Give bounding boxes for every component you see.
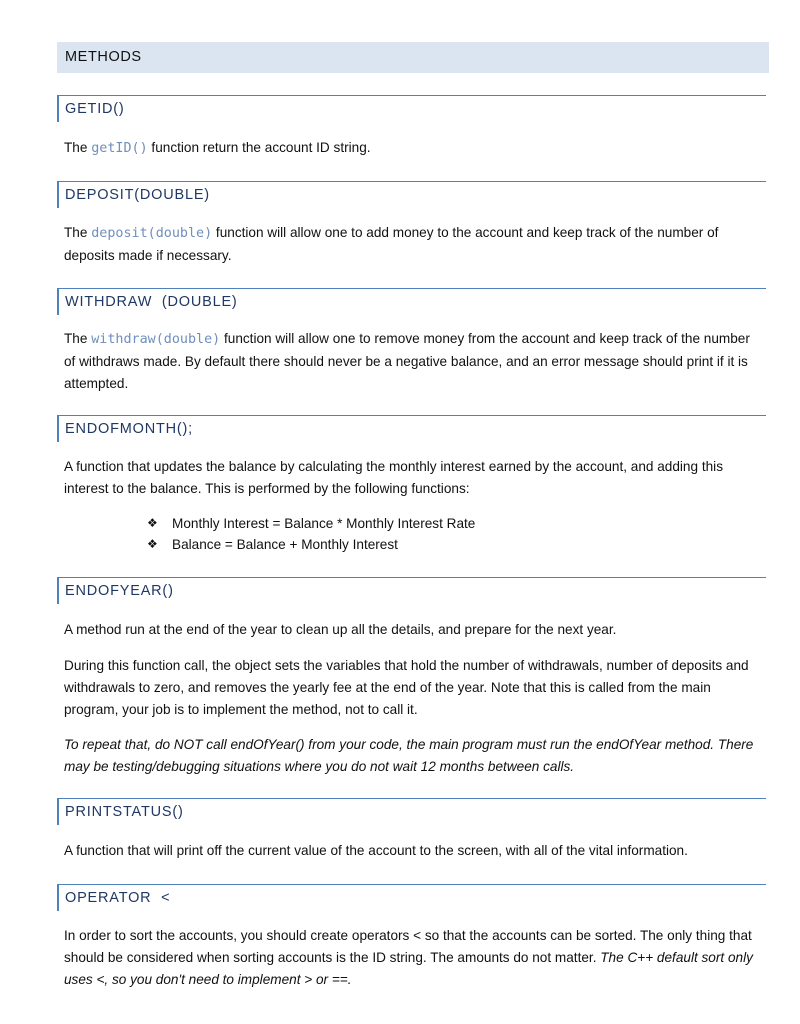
section-heading-operator: OPERATOR < — [57, 884, 766, 911]
deposit-description: The deposit(double) function will allow one to add money to the account and keep track of the number of deposits made if necessary. — [64, 225, 719, 263]
diamond-bullet-icon: ❖ — [147, 537, 158, 551]
endofyear-description: A method run at the end of the year to clean up all the details, and prepare for the next year. — [64, 622, 617, 637]
operator-note: The C++ default sort only uses <, so you don't need to implement > or ==. — [64, 950, 753, 987]
printstatus-description: A function that will print off the current value of the account to the screen, with all of the vital information. — [64, 843, 688, 858]
deposit-code: deposit(double) — [91, 226, 213, 241]
endofyear-details: During this function call, the object sets the variables that hold the number of withdrawals, number of deposits and withdrawals to zero, and removes the yearly fee at the end of the year. Note that this is called from the main program, your job is to implement the method, not to call it. — [64, 658, 749, 717]
list-item: ❖ Monthly Interest = Balance * Monthly Interest Rate — [147, 513, 475, 534]
endofyear-warning: To repeat that, do NOT call endOfYear() from your code, the main program must run the endOfYear method. There may be testing/debugging situations where you do not wait 12 months between calls. — [64, 737, 754, 774]
section-heading-withdraw: WITHDRAW (DOUBLE) — [57, 288, 766, 315]
endofmonth-description: A function that updates the balance by calculating the monthly interest earned by the account, and adding this interest to the balance. This is performed by the following functions: — [64, 459, 723, 496]
section-heading-getid: GETID() — [57, 95, 766, 122]
methods-banner — [57, 42, 769, 73]
methods-title: METHODS — [65, 49, 142, 65]
getid-code: getID() — [91, 141, 148, 156]
section-heading-endofyear: ENDOFYEAR() — [57, 577, 766, 604]
section-heading-printstatus: PRINTSTATUS() — [57, 798, 766, 825]
section-heading-endofmonth: ENDOFMONTH(); — [57, 415, 766, 442]
operator-description: In order to sort the accounts, you should create operators < so that the accounts can be sorted. The only thing that should be considered when sorting accounts is the ID string. The amounts do not matter. The C++ default sort only uses <, so you don't need to implement > or ==. — [64, 928, 753, 987]
section-heading-deposit: DEPOSIT(DOUBLE) — [57, 181, 766, 208]
interest-formula-list — [147, 513, 475, 555]
getid-description: The getID() function return the account ID string. — [64, 140, 371, 156]
withdraw-description: The withdraw(double) function will allow one to remove money from the account and keep track of the number of withdraws made. By default there should never be a negative balance, and an error message should print if it is attempted. — [64, 331, 750, 391]
withdraw-code: withdraw(double) — [91, 332, 221, 347]
diamond-bullet-icon: ❖ — [147, 516, 158, 530]
list-item: ❖ Balance = Balance + Monthly Interest — [147, 534, 475, 555]
